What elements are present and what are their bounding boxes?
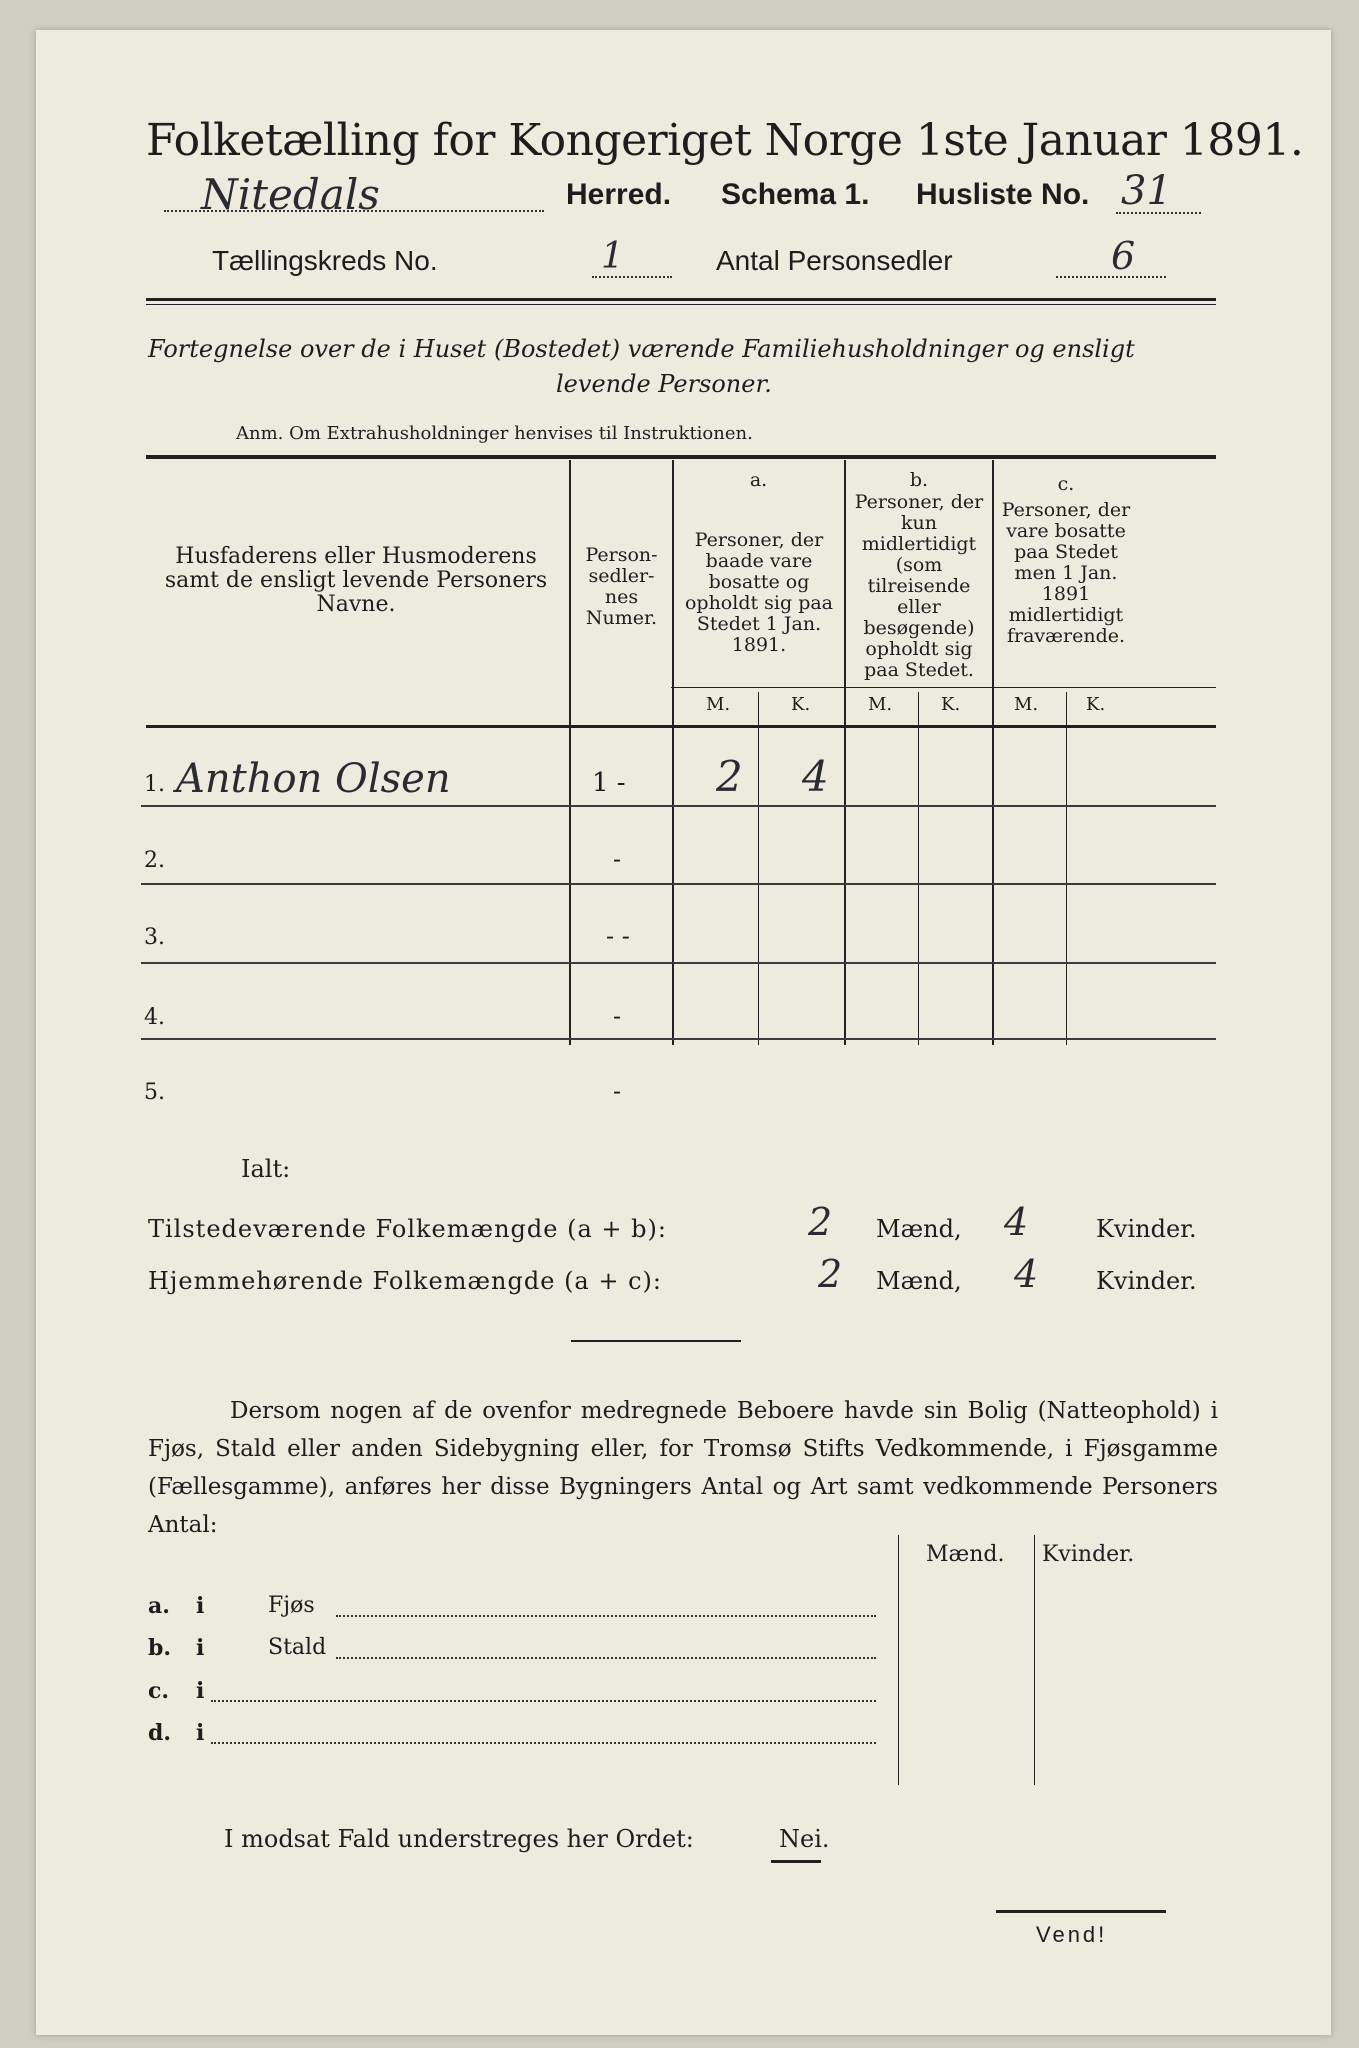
intro-line-1: Fortegnelse over de i Huset (Bostedet) værende Familiehusholdninger og ensligt bbox=[148, 335, 1135, 363]
row-5-number: 5. bbox=[144, 1080, 165, 1105]
row-2-number: 2. bbox=[144, 848, 165, 873]
col-divider-2 bbox=[672, 460, 674, 1045]
modsat-text: I modsat Fald understreges her Ordet: bbox=[224, 1825, 694, 1853]
col-divider-cm bbox=[1066, 692, 1067, 1045]
buildings-paragraph: Dersom nogen af de ovenfor medregnede Beboere havde sin Bolig (Natteophold) i Fjøs, Stald eller anden Sidebygning eller, for Tromsø Stifts Vedkommende, i Fjøsgamme (Fællesgamme), anføres her disse Bygningers Antal og Art samt vedkommende Personers Antal: bbox=[148, 1398, 1218, 1538]
building-a-dots bbox=[336, 1615, 876, 1617]
row-4-number: 4. bbox=[144, 1005, 165, 1030]
antal-dotted-line bbox=[1056, 276, 1166, 278]
buildings-divider-1 bbox=[898, 1535, 899, 1785]
totals-line-2-kvinder-value: 4 bbox=[1014, 1252, 1039, 1296]
row-5-num: - bbox=[613, 1077, 622, 1105]
row-1-name: Anthon Olsen bbox=[176, 756, 451, 802]
row-1-number: 1. bbox=[144, 772, 165, 797]
col-a-m: M. bbox=[706, 694, 731, 715]
col-divider-3 bbox=[844, 460, 846, 1045]
herred-value: Nitedals bbox=[201, 170, 380, 219]
row-2-line bbox=[141, 883, 1216, 885]
row-1-num: 1 - bbox=[592, 768, 626, 798]
col-divider-4 bbox=[992, 460, 994, 1045]
herred-label: Herred. bbox=[566, 178, 672, 211]
row-4-num: - bbox=[613, 1002, 622, 1030]
form-title: Folketælling for Kongeriget Norge 1ste Januar 1891. bbox=[146, 115, 1304, 166]
totals-line-2-kvinder: Kvinder. bbox=[1096, 1267, 1197, 1295]
antal-label: Antal Personsedler bbox=[716, 245, 953, 276]
col-c-k: K. bbox=[1086, 694, 1106, 715]
col-header-num: Person-sedler-nes Numer. bbox=[585, 544, 658, 629]
building-d-dots bbox=[211, 1742, 876, 1744]
building-b-i: i bbox=[196, 1635, 205, 1661]
building-c-dots bbox=[211, 1700, 876, 1702]
census-form-page bbox=[36, 30, 1331, 2035]
vend-rule bbox=[996, 1910, 1166, 1913]
nei-underline bbox=[771, 1860, 821, 1863]
husliste-dotted-line bbox=[1116, 212, 1201, 214]
col-b-letter: b. bbox=[909, 469, 929, 491]
building-a-i: i bbox=[196, 1593, 205, 1619]
building-b-label: Stald bbox=[268, 1635, 327, 1660]
antal-value: 6 bbox=[1111, 234, 1136, 278]
col-c-header: Personer, der vare bosatte paa Stedet men 1 Jan. 1891 midlertidigt fraværende. bbox=[1001, 499, 1131, 647]
anm-note: Anm. Om Extrahusholdninger henvises til Instruktionen. bbox=[236, 423, 753, 444]
row-1-a-k: 4 bbox=[802, 752, 829, 801]
buildings-divider-2 bbox=[1034, 1535, 1035, 1785]
col-divider-bm bbox=[918, 692, 919, 1045]
building-a-label: Fjøs bbox=[268, 1593, 315, 1618]
buildings-kvinder-header: Kvinder. bbox=[1042, 1542, 1135, 1567]
col-a-header: Personer, der baade vare bosatte og opholdt sig paa Stedet 1 Jan. 1891. bbox=[684, 529, 834, 656]
mk-row-rule bbox=[671, 687, 1216, 688]
col-divider-1 bbox=[569, 460, 571, 1045]
col-c-letter: c. bbox=[1057, 473, 1075, 495]
col-b-k: K. bbox=[941, 694, 961, 715]
totals-line-1-kvinder-value: 4 bbox=[1004, 1200, 1029, 1244]
building-a-letter: a. bbox=[148, 1593, 170, 1619]
row-1-a-m: 2 bbox=[716, 752, 743, 801]
kreds-value: 1 bbox=[601, 236, 624, 277]
separator-rule bbox=[571, 1340, 741, 1342]
table-top-rule bbox=[146, 455, 1216, 459]
schema-label: Schema 1. bbox=[721, 178, 870, 211]
col-b-header: Personer, der kun midlertidigt (som tilreisende eller besøgende) opholdt sig paa Stedet. bbox=[854, 491, 984, 681]
col-a-k: K. bbox=[791, 694, 811, 715]
col-header-names: Husfaderens eller Husmoderens samt de ensligt levende Personers Navne. bbox=[164, 544, 548, 617]
buildings-maend-header: Mænd. bbox=[926, 1542, 1005, 1567]
row-3-number: 3. bbox=[144, 925, 165, 950]
building-c-letter: c. bbox=[148, 1678, 170, 1704]
row-1-line bbox=[141, 805, 1216, 807]
building-b-dots bbox=[336, 1657, 876, 1659]
col-b-m: M. bbox=[868, 694, 893, 715]
totals-line-1-maend-value: 2 bbox=[808, 1200, 833, 1244]
row-2-num: - bbox=[613, 845, 622, 873]
building-d-letter: d. bbox=[148, 1720, 172, 1746]
totals-line-1-kvinder: Kvinder. bbox=[1096, 1215, 1197, 1243]
kreds-dotted-line bbox=[592, 276, 672, 278]
husliste-label: Husliste No. bbox=[916, 178, 1090, 211]
totals-line-2-maend-value: 2 bbox=[818, 1252, 843, 1296]
col-divider-am bbox=[758, 692, 759, 1045]
ialt-label: Ialt: bbox=[241, 1155, 291, 1183]
table-header-bottom-rule bbox=[146, 725, 1216, 728]
nei-word: Nei. bbox=[779, 1825, 830, 1853]
header-rule bbox=[146, 298, 1216, 301]
col-a-letter: a. bbox=[749, 469, 768, 491]
col-c-m: M. bbox=[1014, 694, 1039, 715]
intro-line-2: levende Personer. bbox=[556, 370, 772, 398]
husliste-value: 31 bbox=[1121, 168, 1172, 214]
building-b-letter: b. bbox=[148, 1635, 172, 1661]
totals-line-1-maend: Mænd, bbox=[876, 1215, 962, 1243]
totals-line-1-label: Tilstedeværende Folkemængde (a + b): bbox=[148, 1215, 667, 1243]
building-c-i: i bbox=[196, 1678, 205, 1704]
totals-line-2-label: Hjemmehørende Folkemængde (a + c): bbox=[148, 1267, 662, 1295]
row-3-num: - - bbox=[606, 922, 630, 950]
header-rule-thin bbox=[146, 304, 1216, 305]
row-4-line bbox=[141, 1038, 1216, 1040]
vend-text: Vend! bbox=[1036, 1922, 1108, 1947]
totals-line-2-maend: Mænd, bbox=[876, 1267, 962, 1295]
row-3-line bbox=[141, 962, 1216, 964]
kreds-label: Tællingskreds No. bbox=[212, 245, 438, 276]
building-d-i: i bbox=[196, 1720, 205, 1746]
